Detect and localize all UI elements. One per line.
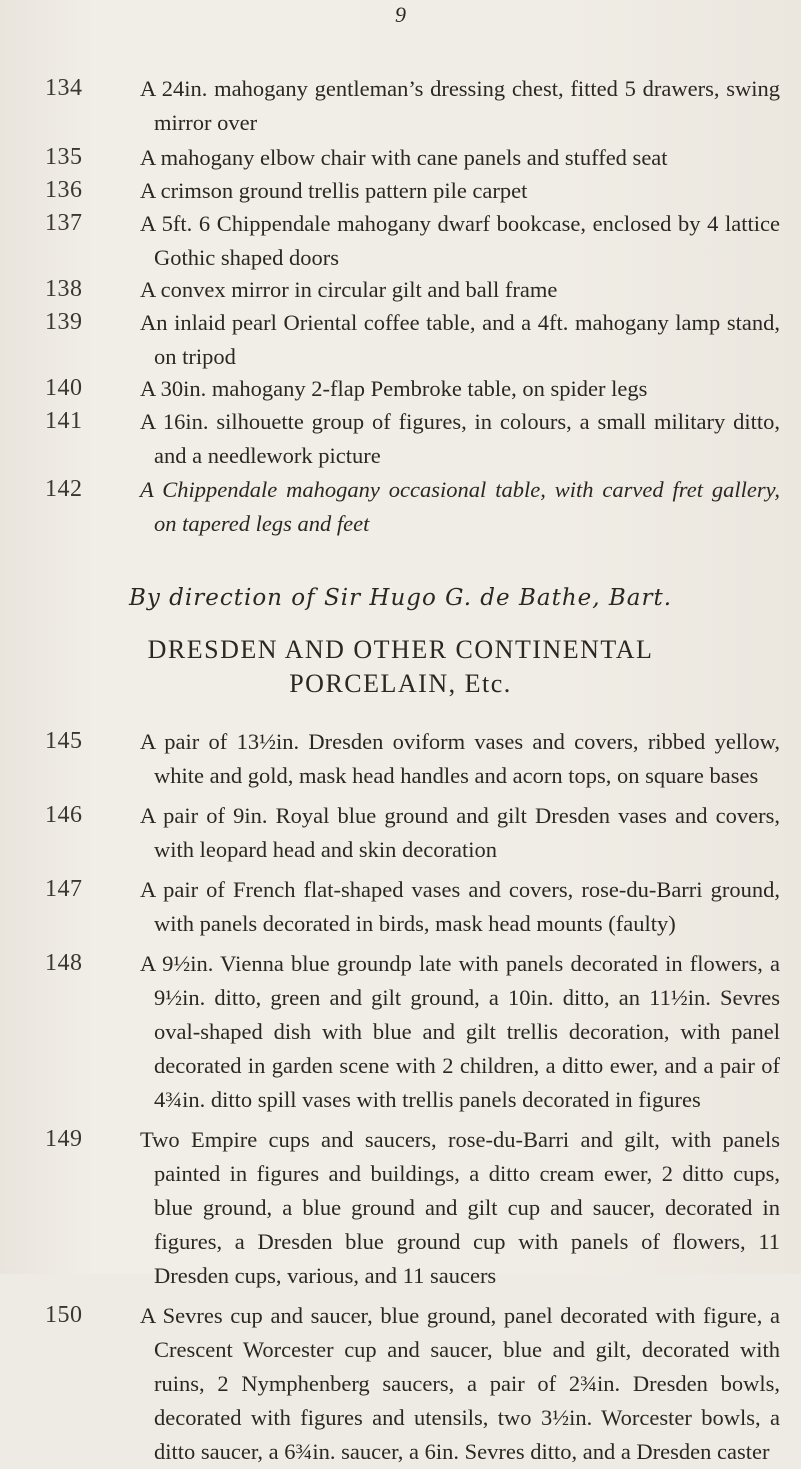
lot-description: A mahogany elbow chair with cane panels and stuffed seat: [140, 145, 668, 170]
lot-number: 135: [45, 144, 83, 170]
lot-number: 140: [45, 375, 83, 401]
lot-number: 145: [45, 728, 83, 754]
lot-number: 138: [45, 276, 83, 302]
lot-description: An inlaid pearl Oriental coffee table, and a 4ft. mahogany lamp stand, on tripod: [140, 310, 780, 369]
lot-number: 136: [45, 177, 83, 203]
lot-number: 142: [45, 476, 83, 502]
lot-number: 149: [45, 1126, 83, 1152]
lot-description: A pair of 13½in. Dresden oviform vases and covers, ribbed yellow, white and gold, mask head handles and acorn tops, on square bases: [140, 729, 780, 788]
lot-description: A 24in. mahogany gentleman’s dressing chest, fitted 5 drawers, swing mirror over: [140, 76, 780, 135]
section-heading: [0, 633, 801, 701]
lot-number: 146: [45, 802, 83, 828]
lot-number: 141: [45, 408, 83, 434]
lot-description: A pair of French flat-shaped vases and covers, rose-du-Barri ground, with panels decorated in birds, mask head mounts (faulty): [140, 877, 780, 936]
lot-description: A 16in. silhouette group of figures, in colours, a small military ditto, and a needlework picture: [140, 409, 780, 468]
sale-direction-note: By direction of Sir Hugo G. de Bathe, Bart.: [128, 585, 673, 611]
lot-description: A 5ft. 6 Chippendale mahogany dwarf bookcase, enclosed by 4 lattice Gothic shaped doors: [140, 211, 780, 270]
lot-description: A Sevres cup and saucer, blue ground, panel decorated with figure, a Crescent Worcester cup and saucer, blue and gilt, decorated with ruins, 2 Nymphenberg saucers, a pair of 2¾in. Dresden bowls, decorated with figures and utensils, two 3½in. Worcester bowls, a ditto saucer, a 6¾in. saucer, a 6in. Sevres ditto, and a Dresden caster: [140, 1303, 780, 1464]
lot-number: 150: [45, 1302, 83, 1328]
lot-description: A Chippendale mahogany occasional table, with carved fret gallery, on tapered legs and feet: [140, 477, 780, 536]
lot-description: A 9½in. Vienna blue groundp late with panels decorated in flowers, a 9½in. ditto, green and gilt ground, a 10in. ditto, an 11½in. Sevres oval-shaped dish with blue and gilt trellis decoration, with panel decorated in garden scene with 2 children, a ditto ewer, and a pair of 4¾in. ditto spill vases with trellis panels decorated in figures: [140, 951, 780, 1112]
lot-description: Two Empire cups and saucers, rose-du-Barri and gilt, with panels painted in figures and buildings, a ditto cream ewer, 2 ditto cups, blue ground, a blue ground and gilt cup and saucer, decorated in figures, a Dresden blue ground cup with panels of flowers, 11 Dresden cups, various, and 11 saucers: [140, 1127, 780, 1288]
lot-number: 134: [45, 75, 83, 101]
lot-description: A convex mirror in circular gilt and ball frame: [140, 277, 558, 302]
lot-number: 147: [45, 876, 83, 902]
lot-description: A crimson ground trellis pattern pile carpet: [140, 178, 528, 203]
page-number: 9: [395, 2, 406, 27]
section-heading-line1: DRESDEN AND OTHER CONTINENTAL: [147, 635, 654, 664]
section-heading-line2: PORCELAIN, Etc.: [289, 669, 512, 698]
lot-number: 148: [45, 950, 83, 976]
lot-number: 139: [45, 309, 83, 335]
lot-number: 137: [45, 210, 83, 236]
lot-description: A pair of 9in. Royal blue ground and gilt Dresden vases and covers, with leopard head and skin decoration: [140, 803, 780, 862]
lot-description: A 30in. mahogany 2-flap Pembroke table, on spider legs: [140, 376, 648, 401]
